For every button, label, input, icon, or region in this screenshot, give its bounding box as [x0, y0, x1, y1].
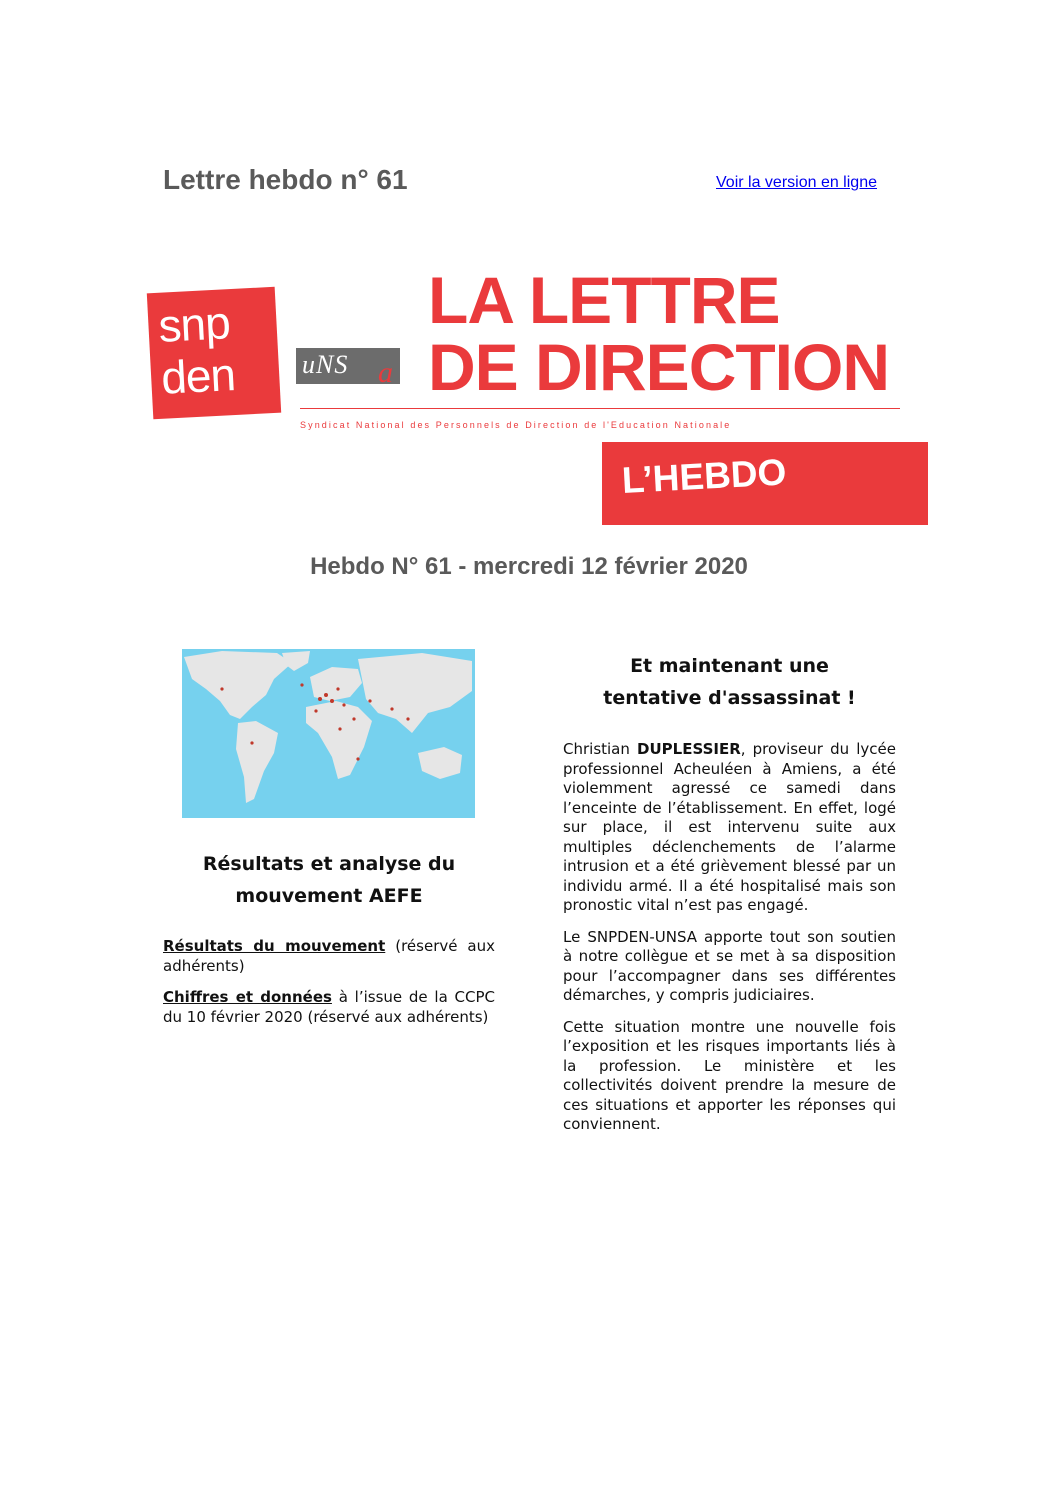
letter-title: Lettre hebdo n° 61	[163, 164, 408, 195]
p1-intro: Christian	[563, 740, 638, 758]
view-online-link[interactable]: Voir la version en ligne	[716, 174, 877, 191]
article-paragraph-3: Cette situation montre une nouvelle fois l’exposition et les risques importants liés à la profession. Le ministère et les collectivités doivent prendre la mesure de ces situations et apporter les réponses qui conviennent.	[563, 1017, 896, 1133]
article-paragraph-2: Le SNPDEN-UNSA apporte tout son soutien à notre collègue et se met à sa disposition pour l’accompagner dans ses différentes démarches, y compris judiciaires.	[563, 927, 896, 1004]
masthead-title-line1: LA LETTRE	[428, 263, 780, 337]
logo-unsa-a: a	[378, 356, 393, 389]
masthead-title-line2: DE DIRECTION	[428, 330, 890, 404]
right-heading-line1: Et maintenant une	[630, 655, 829, 677]
right-article-heading	[563, 650, 896, 714]
left-article-body	[163, 937, 495, 1039]
right-article-body	[563, 740, 896, 1147]
results-link[interactable]: Résultats du mouvement	[163, 937, 386, 955]
p1-body: , proviseur du lycée professionnel Acheuléen à Amiens, a été violemment agressé ce samedi dans l’enceinte de l’établissement. En effet, logé sur place, il est intervenu suite aux multiples déclenchements de l’alarme intrusion et a été grièvement blessé par un individu armé. Il a été hospitalisé mais son pronostic vital n’est pas engagé.	[563, 740, 896, 914]
hebdo-banner	[602, 442, 928, 525]
logo-den-text: den	[159, 347, 237, 404]
figures-link[interactable]: Chiffres et données	[163, 988, 332, 1006]
left-heading-line1: Résultats et analyse du	[202, 853, 456, 875]
left-heading-line2: mouvement AEFE	[235, 885, 423, 907]
article-paragraph-1	[563, 740, 896, 916]
logo-snp-text: snp	[157, 296, 231, 352]
unsa-logo	[296, 348, 400, 389]
right-heading-line2: tentative d'assassinat !	[603, 687, 856, 709]
figures-note: à l’issue de la CCPC du 10 février 2020 (réservé aux adhérents)	[163, 988, 495, 1026]
left-article-heading	[163, 848, 495, 912]
masthead-divider	[300, 408, 900, 409]
world-map-image[interactable]	[182, 649, 475, 818]
world-map-graphic	[182, 649, 475, 818]
masthead-subtitle: Syndicat National des Personnels de Direction de l'Education Nationale	[300, 420, 732, 430]
results-note: (réservé aux adhérents)	[163, 937, 495, 975]
hebdo-banner-text: L’HEBDO	[620, 451, 788, 501]
issue-date-heading: Hebdo N° 61 - mercredi 12 février 2020	[310, 553, 748, 580]
snpden-logo	[147, 287, 281, 420]
figures-paragraph	[163, 988, 495, 1027]
logo-unsa-text: uNS	[302, 350, 349, 379]
p1-name: DUPLESSIER	[637, 740, 741, 758]
results-paragraph	[163, 937, 495, 976]
